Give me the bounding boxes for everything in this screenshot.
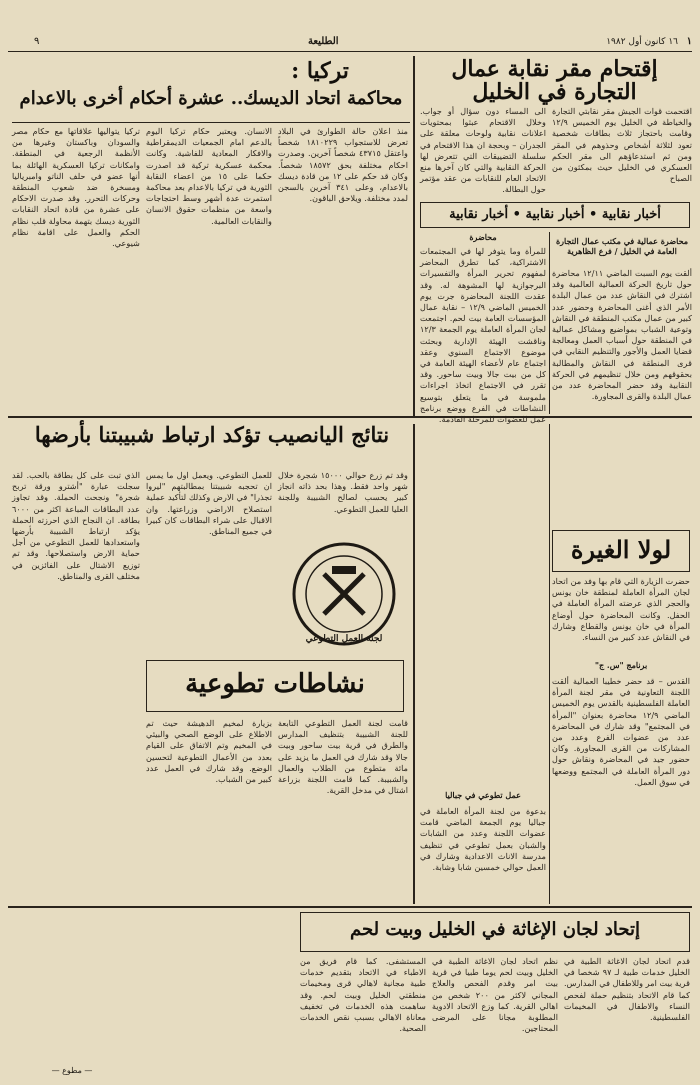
story1-col-a: اقتحمت قوات الجيش مقر نقابتي التجارة والخياطة في الخليل يوم الخميس ١٢/٩ وقامت باحتجاز ثلاث بطاقات شخصية تعود لثلاثة أشخاص وحذوهم في المقر ومن ثم استدعاؤهم الى مقر الحكم العسكري في الخليل حيث بمكثون من الصباح bbox=[552, 106, 692, 184]
lecture-title: محاضرة عمالية في مكتب عمال التجارة العامة في الخليل / فرع الظاهرية bbox=[555, 236, 689, 256]
lottery-headline: نتائج اليانصيب تؤكد ارتباط شبيبتنا بأرضها bbox=[34, 422, 390, 447]
volunteer-col-a: بزيارة لمخيم الدهيشة حيث تم الاطلاع على الوضع الصحي والبيئي في المخيم وتم الاتفاق على القيام بعدد من الأعمال التطوعية لتحسين الوضع. وقد شارك في العمل عدد كبير من الشباب. bbox=[146, 718, 272, 785]
turkey-col-a: تركيا يتواليها علاقاتها مع حكام مصر والسودان وباكستان وغيرها من الأنظمة الرجعية في المنطقة. وامكانات تركيا العسكرية الهائلة بما أنها عضو في حلف الناتو وامبرياليا ومسخرة ضد شعوب المنطقة وحركات التحرر. وقد صدرت الاحكام على عشرة من قادة اتحاد النقابات الثورية ديسك بتهمة محاولة قلب نظام الحكم والعمل على اقامة نظام شيوعي. bbox=[12, 126, 140, 249]
jabalya-text: بدعوة من لجنة المرأة العاملة في جباليا يوم الجمعة الماضي قامت عضوات اللجنة وعدد من الشابات والشبان بعمل تطوعي في تنظيف مدرسة الاناث الاعدادية وشارك في العمل حوالي خمسين شابا وشابة. bbox=[420, 806, 546, 873]
jenin-text: القدس – قد حضر خطيبا العمالية ألقت اللجنة التعاونية في مقر لجنة المرأة العاملة الفلسطينية بالقدس يوم الخميس الماضي ١٢/٩ محاضرة بعنوان "المرأة في المجتمع" وقد شارك في المحاضرة عدد من عضوات الفرع وعدد من المشاركات من القرى المجاورة. وكان حضور جيد في المحاضرة ونقاش حول دور المرأة العاملة في المجتمع ووضعها في سوق العمل. bbox=[552, 676, 690, 787]
divider bbox=[8, 906, 692, 908]
masthead-page-left: ١ bbox=[686, 36, 692, 47]
women-mid-title: محاضرة bbox=[469, 232, 497, 242]
jabalya-title: عمل تطوعي في جباليا bbox=[445, 790, 521, 800]
volunteer-headline: نشاطات تطوعية bbox=[146, 660, 404, 712]
aid-col-c: قدم اتحاد لجان الاغاثة الطبية في الخليل خدمات طبية لـ ٩٧ شخصا في قرية بيت امر وللاطفال في المدارس. كما قام الاتحاد بتنظيم حملة لفحص النساء والاطفال في المخيمات الفلسطينية. bbox=[564, 956, 690, 1023]
lecture-text: ألقت يوم السبت الماضي ١٢/١١ محاضرة حول تاريخ الحركة العمالية العالمية وقد اشترك في النقاش عدد من عمال البلدة الأمر الذي أغنى المحاضرة وحضور عدد كبير من عمال مكتب المنطقة في النقاش وتوعية الشباب بمواضيع ومشاكل عمالية في المنطقة حول أسباب العمل ومعالجة قضايا العمل والأجور والتنظيم النقابي في قرى المنطقة في النقاش والمطالبة بحقوقهم ومن خلال تنظيمهم في الحركة النقابية وقد حضر المحاضرة عدد من عمال البلدة والقرى المجاورة. bbox=[552, 268, 692, 402]
divider bbox=[549, 424, 550, 904]
lawla-text: حضرت الزيارة التي قام بها وفد من اتحاد لجان المرأة العاملة لمنطقة خان يونس والحجر الذي عرضته المرأة العاملة في الحفل. وكانت المحاضرة حول أوضاع المرأة في خان يونس والقطاع وشارك في النقاش عدد كبير من النساء. bbox=[552, 576, 690, 643]
lottery-col-a: الذي تبت على كل بطاقة بالحب. لقد سجلت عبارة "أشترو ورقة تربح شجرة" ونجحت الحملة. وقد تجاوز عدد البطاقات المباعة اكثر من ٦٠٠٠ بطاقة. ان النجاح الذي احرزته الحملة يؤكد ارتباط الشبيبة بأرضها واستعدادها للعمل التطوعي من أجل حماية الارض واستصلاحها. وقد تم توزيع الاشتال على الفائزين في مختلف القرى والمناطق. bbox=[12, 470, 140, 581]
aid-col-a: المستشفى. كما قام فريق من الاطباء في الاتحاد بتقديم خدمات طبية مجانية لاهالي قرى ومخيمات منطقتي الخليل وبيت لحم. وقد ساهمت هذه الخدمات في تخفيف معاناة الاهالي بسبب نقص الخدمات الصحية. bbox=[300, 956, 426, 1034]
union-news-box-title: أخبار نقابية • أخبار نقابية • أخبار نقابية bbox=[420, 202, 690, 228]
masthead-date: ١٦ كانون أول ١٩٨٢ bbox=[606, 37, 678, 47]
jenin-title: برنامج "س. ج" bbox=[594, 660, 648, 670]
divider bbox=[413, 424, 415, 904]
footer-note: — مطوع — bbox=[51, 1066, 93, 1075]
masthead-paper: الطليعة bbox=[308, 36, 339, 47]
volunteer-emblem-label: لجنة العمل التطوعي bbox=[305, 634, 383, 644]
divider bbox=[12, 122, 410, 123]
divider bbox=[413, 56, 415, 416]
volunteer-emblem bbox=[290, 536, 398, 654]
masthead bbox=[8, 36, 692, 52]
story1-headline: إقتحام مقر نقابة عمال التجارة في الخليل bbox=[451, 56, 658, 106]
turkey-headline: محاكمة اتحاد الديسك.. عشرة أحكام أخرى بالاعدام bbox=[19, 88, 403, 109]
divider bbox=[549, 232, 550, 414]
divider bbox=[8, 416, 692, 418]
aid-col-b: نظم اتحاد لجان الاغاثة الطبية في الخليل وبيت لحم يوما طبيا في قرية بيت امر وقدم الفحص والعلاج المجاني لاكثر من ٢٠٠ شخص من اهالي القرية. كما وزع الاتحاد الادوية المطلوبة مجانا على المرضى المحتاجين. bbox=[432, 956, 559, 1034]
story1-col-b: الى المساء دون سؤال أو جواب. وخلال الاقتحام عبثوا بمحتويات اعلانات نقابية ولوحات معلقة على الجدران – وبحجة ان هذا الاقتحام في سلسلة التضييقات التي تتعرض لها الحركة النقابية والتي كان آخرها منع الاتحاد العام للنقابات من عقد مؤتمر حول البطالة. bbox=[420, 106, 546, 195]
women-mid-text: للمرأة وما يتوفر لها في المجتمعات الاشتراكية، كما تطرق المحاضر لمفهوم تحرير المرأة والتفسيرات البرجوازية لها المشوهة له. وقد عقدت اللجنة المحاضرة جرت يوم الخميس الماضي ١٢/٩ – نقابة عمال المؤسسات العامة بيت لحم. اجتمعت لجان المرأة العاملة يوم الجمعة ١٢/٣ وناقشت الهيئة الإدارية وبحثت موضوع الاجتماع السنوي وعقد اجتماع عام لأعضاء الهيئة العامة في كل من بيت جالا وبيت ساحور. وقد تقرر في الاجتماع اتخاذ اجراءات ملموسة في ما يتعلق بتوسيع النشاطات في الفرع ووضع برنامج عمل للعضوات للمرحلة القادمة. bbox=[420, 246, 546, 425]
lottery-col-b: للعمل التطوعي. ويعمل اول ما يمس ان تحجبه شبيبتنا بمطالبتهم "ليروا تجذرا" في الارض وكذلك لتأكيد عملية استصلاح الاراضي وزراعتها. وان الاقبال على شراء البطاقات كان كبيرا في جميع المناطق. bbox=[146, 470, 272, 537]
turkey-col-c: منذ اعلان حالة الطوارئ في البلاد تعرض للاستجواب ١٨١٠٢٢٩ شخصاً واعتقل ٤٣٧١٥ شخصاً آخرين. وصدرت احكام مختلفة بحق ١٨٥٧٢ شخصاً. وكان قد حكم على ١٢ من قادة ديسك بالاعدام، وعلى ٣٤١ آخرين بالسجن لمدد مختلفة. ويلاحق الباقون. bbox=[278, 126, 409, 204]
volunteer-col-b: قامت لجنة العمل التطوعي التابعة للجنة الشبيبة بتنظيف المدارس والطرق في قرية بيت ساحور وبيت جالا وقد شارك في العمل ما يزيد على مائة متطوع من الطلاب والعمال والشبيبة. كما قامت اللجنة بزراعة اشتال في مدخل القرية. bbox=[278, 718, 408, 796]
aid-headline: إتحاد لجان الإغاثة في الخليل وبيت لحم bbox=[300, 912, 690, 952]
turkey-kicker: تركيا : bbox=[291, 58, 349, 84]
lottery-col-c: وقد تم زرع حوالي ١٥٠٠٠ شجرة خلال شهر واحد فقط. وهذا بحد ذاته انجاز كبير يحسب لصالح الشبيبة وللجنة العليا للعمل التطوعي. bbox=[278, 470, 409, 514]
turkey-col-b: الانسان. ويعتبر حكام تركيا اليوم بالدعم امام الجمعيات الديمقراطية والافكار المعادية للفاشية. وكانت محكمة عسكرية تركية قد اصدرت حكما على ١٥ من اعضاء النقابة الثورية في تركيا بالاعدام بعد محاكمة استمرت عدة أشهر وسط احتجاجات واسعة من منظمات حقوق الانسان والنقابات العالمية. bbox=[146, 126, 273, 226]
masthead-page-number: ٩ bbox=[34, 36, 40, 47]
lawla-headline: لولا الغيرة bbox=[552, 530, 690, 572]
